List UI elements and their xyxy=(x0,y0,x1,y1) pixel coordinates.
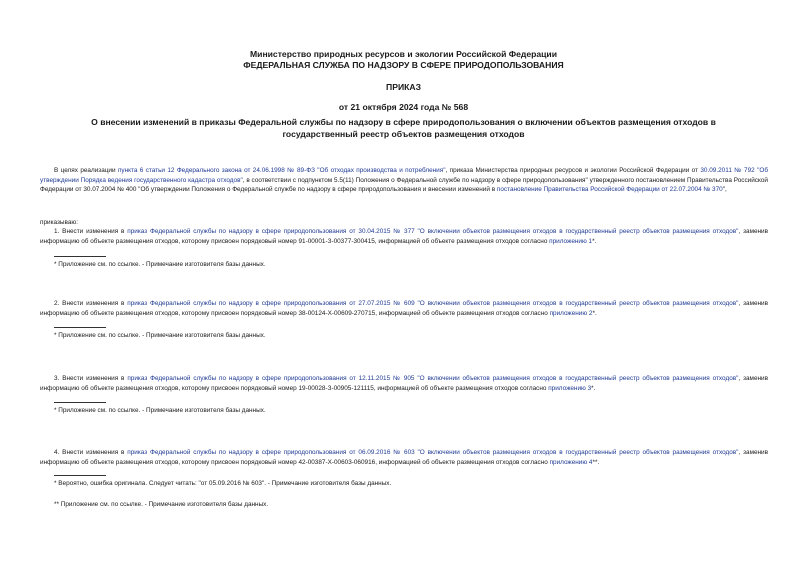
footnote: * Приложение см. по ссылке. - Примечание изготовителя базы данных. xyxy=(54,407,266,414)
footnote: ** Приложение см. по ссылке. - Примечание изготовителя базы данных. xyxy=(54,501,269,508)
footnote-divider xyxy=(54,256,106,257)
link-order-603[interactable]: приказ Федеральной службы по надзору в сфере природопользования от 06.09.2016 № 603 "О включении объектов размещения отходов в государственный реестр объектов размещения отходов" xyxy=(127,449,739,456)
link-appendix-1[interactable]: приложению 1 xyxy=(549,237,593,245)
item-3: 3. Внести изменения в приказ Федеральной службы по надзору в сфере природопользования от 12.11.2015 № 905 "О включении объектов размещения отходов в государственный реестр объектов размещения отходов", заменив информацию об объекте размещения отходов, которому присвоен порядковый номер 19-00028-З-00905-121115, информацией об объекте размещения отходов согласно приложению 3*. xyxy=(40,375,768,392)
footnote: * Приложение см. по ссылке. - Примечание изготовителя базы данных. xyxy=(54,261,266,268)
document-title: О внесении изменений в приказы Федеральной службы по надзору в сфере природопользования о включении объектов размещения отходов в государственный реестр объектов размещения отходов xyxy=(91,117,716,139)
link-order-377[interactable]: приказ Федеральной службы по надзору в сфере природопользования от 30.04.2015 № 377 "О включении объектов размещения отходов в государственный реестр объектов размещения отходов" xyxy=(127,228,739,235)
link-appendix-3[interactable]: приложению 3 xyxy=(548,384,592,392)
footnote-divider xyxy=(54,327,106,328)
document-type: ПРИКАЗ xyxy=(386,82,421,92)
orders-word: приказываю: xyxy=(40,219,78,226)
footnote: * Приложение см. по ссылке. - Примечание изготовителя базы данных. xyxy=(54,332,266,339)
link-order-609[interactable]: приказ Федеральной службы по надзору в сфере природопользования от 27.07.2015 № 609 "О включении объектов размещения отходов в государственный реестр объектов размещения отходов" xyxy=(127,300,739,307)
footnote: * Вероятно, ошибка оригинала. Следует читать: "от 05.09.2016 № 603". - Примечание изготовителя базы данных. xyxy=(54,480,392,487)
link-resolution-370[interactable]: постановление Правительства Российской Федерации от 22.07.2004 № 370 xyxy=(496,186,723,194)
link-order-905[interactable]: приказ Федеральной службы по надзору в сфере природопользования от 12.11.2015 № 905 "О включении объектов размещения отходов в государственный реестр объектов размещения отходов" xyxy=(127,375,739,382)
ministry-name: Министерство природных ресурсов и экологии Российской Федерации xyxy=(250,49,557,59)
item-1: 1. Внести изменения в приказ Федеральной службы по надзору в сфере природопользования от 30.04.2015 № 377 "О включении объектов размещения отходов в государственный реестр объектов размещения отходов", заменив информацию об объекте размещения отходов, которому присвоен порядковый номер 91-00001-З-00377-300415, информацией об объекте размещения отходов согласно приложению 1*. xyxy=(40,228,769,245)
footnote-divider xyxy=(54,475,106,476)
link-federal-law-89[interactable]: пункта 6 статьи 12 Федерального закона от 24.06.1998 № 89-ФЗ "Об отходах производства и потребления" xyxy=(117,167,446,174)
item-2: 2. Внести изменения в приказ Федеральной службы по надзору в сфере природопользования от 27.07.2015 № 609 "О включении объектов размещения отходов в государственный реестр объектов размещения отходов", заменив информацию об объекте размещения отходов, которому присвоен порядковый номер 38-00124-Х-00609-270715, информацией об объекте размещения отходов согласно приложению 2*. xyxy=(40,300,769,317)
service-name: ФЕДЕРАЛЬНАЯ СЛУЖБА ПО НАДЗОРУ В СФЕРЕ ПРИРОДОПОЛЬЗОВАНИЯ xyxy=(243,60,564,70)
item-4: 4. Внести изменения в приказ Федеральной службы по надзору в сфере природопользования от 06.09.2016 № 603 "О включении объектов размещения отходов в государственный реестр объектов размещения отходов", заменив информацию об объекте размещения отходов, которому присвоен порядковый номер 42-00387-Х-00603-060916, информацией об объекте размещения отходов согласно приложению 4**. xyxy=(40,449,769,466)
footnote-divider xyxy=(54,402,106,403)
document-date-number: от 21 октября 2024 года № 568 xyxy=(338,102,469,112)
link-order-792[interactable]: 30.09.2011 № 792 "Об утверждении Порядка ведения государственного кадастра отходов" xyxy=(40,167,768,184)
preamble: В целях реализации пункта 6 статьи 12 Федерального закона от 24.06.1998 № 89-ФЗ "Об отходах производства и потребления", приказа Министерства природных ресурсов и экологии Российской Федерации от 30.09.2011 № 792 "Об утверждении Порядка ведения государственного кадастра отходов", в соответствии с подпунктом 5.5(11) Положения о Федеральной службе по надзору в сфере природопользования" утвержденного постановлением Правительства Российской Федерации от 30.07.2004 № 400 "Об утверждении Положения о Федеральной службе по надзору в сфере природопользования и внесении изменений в постановление Правительства Российской Федерации от 22.07.2004 № 370", xyxy=(40,167,768,194)
link-appendix-2[interactable]: приложению 2 xyxy=(549,309,593,317)
link-appendix-4[interactable]: приложению 4 xyxy=(549,458,593,466)
